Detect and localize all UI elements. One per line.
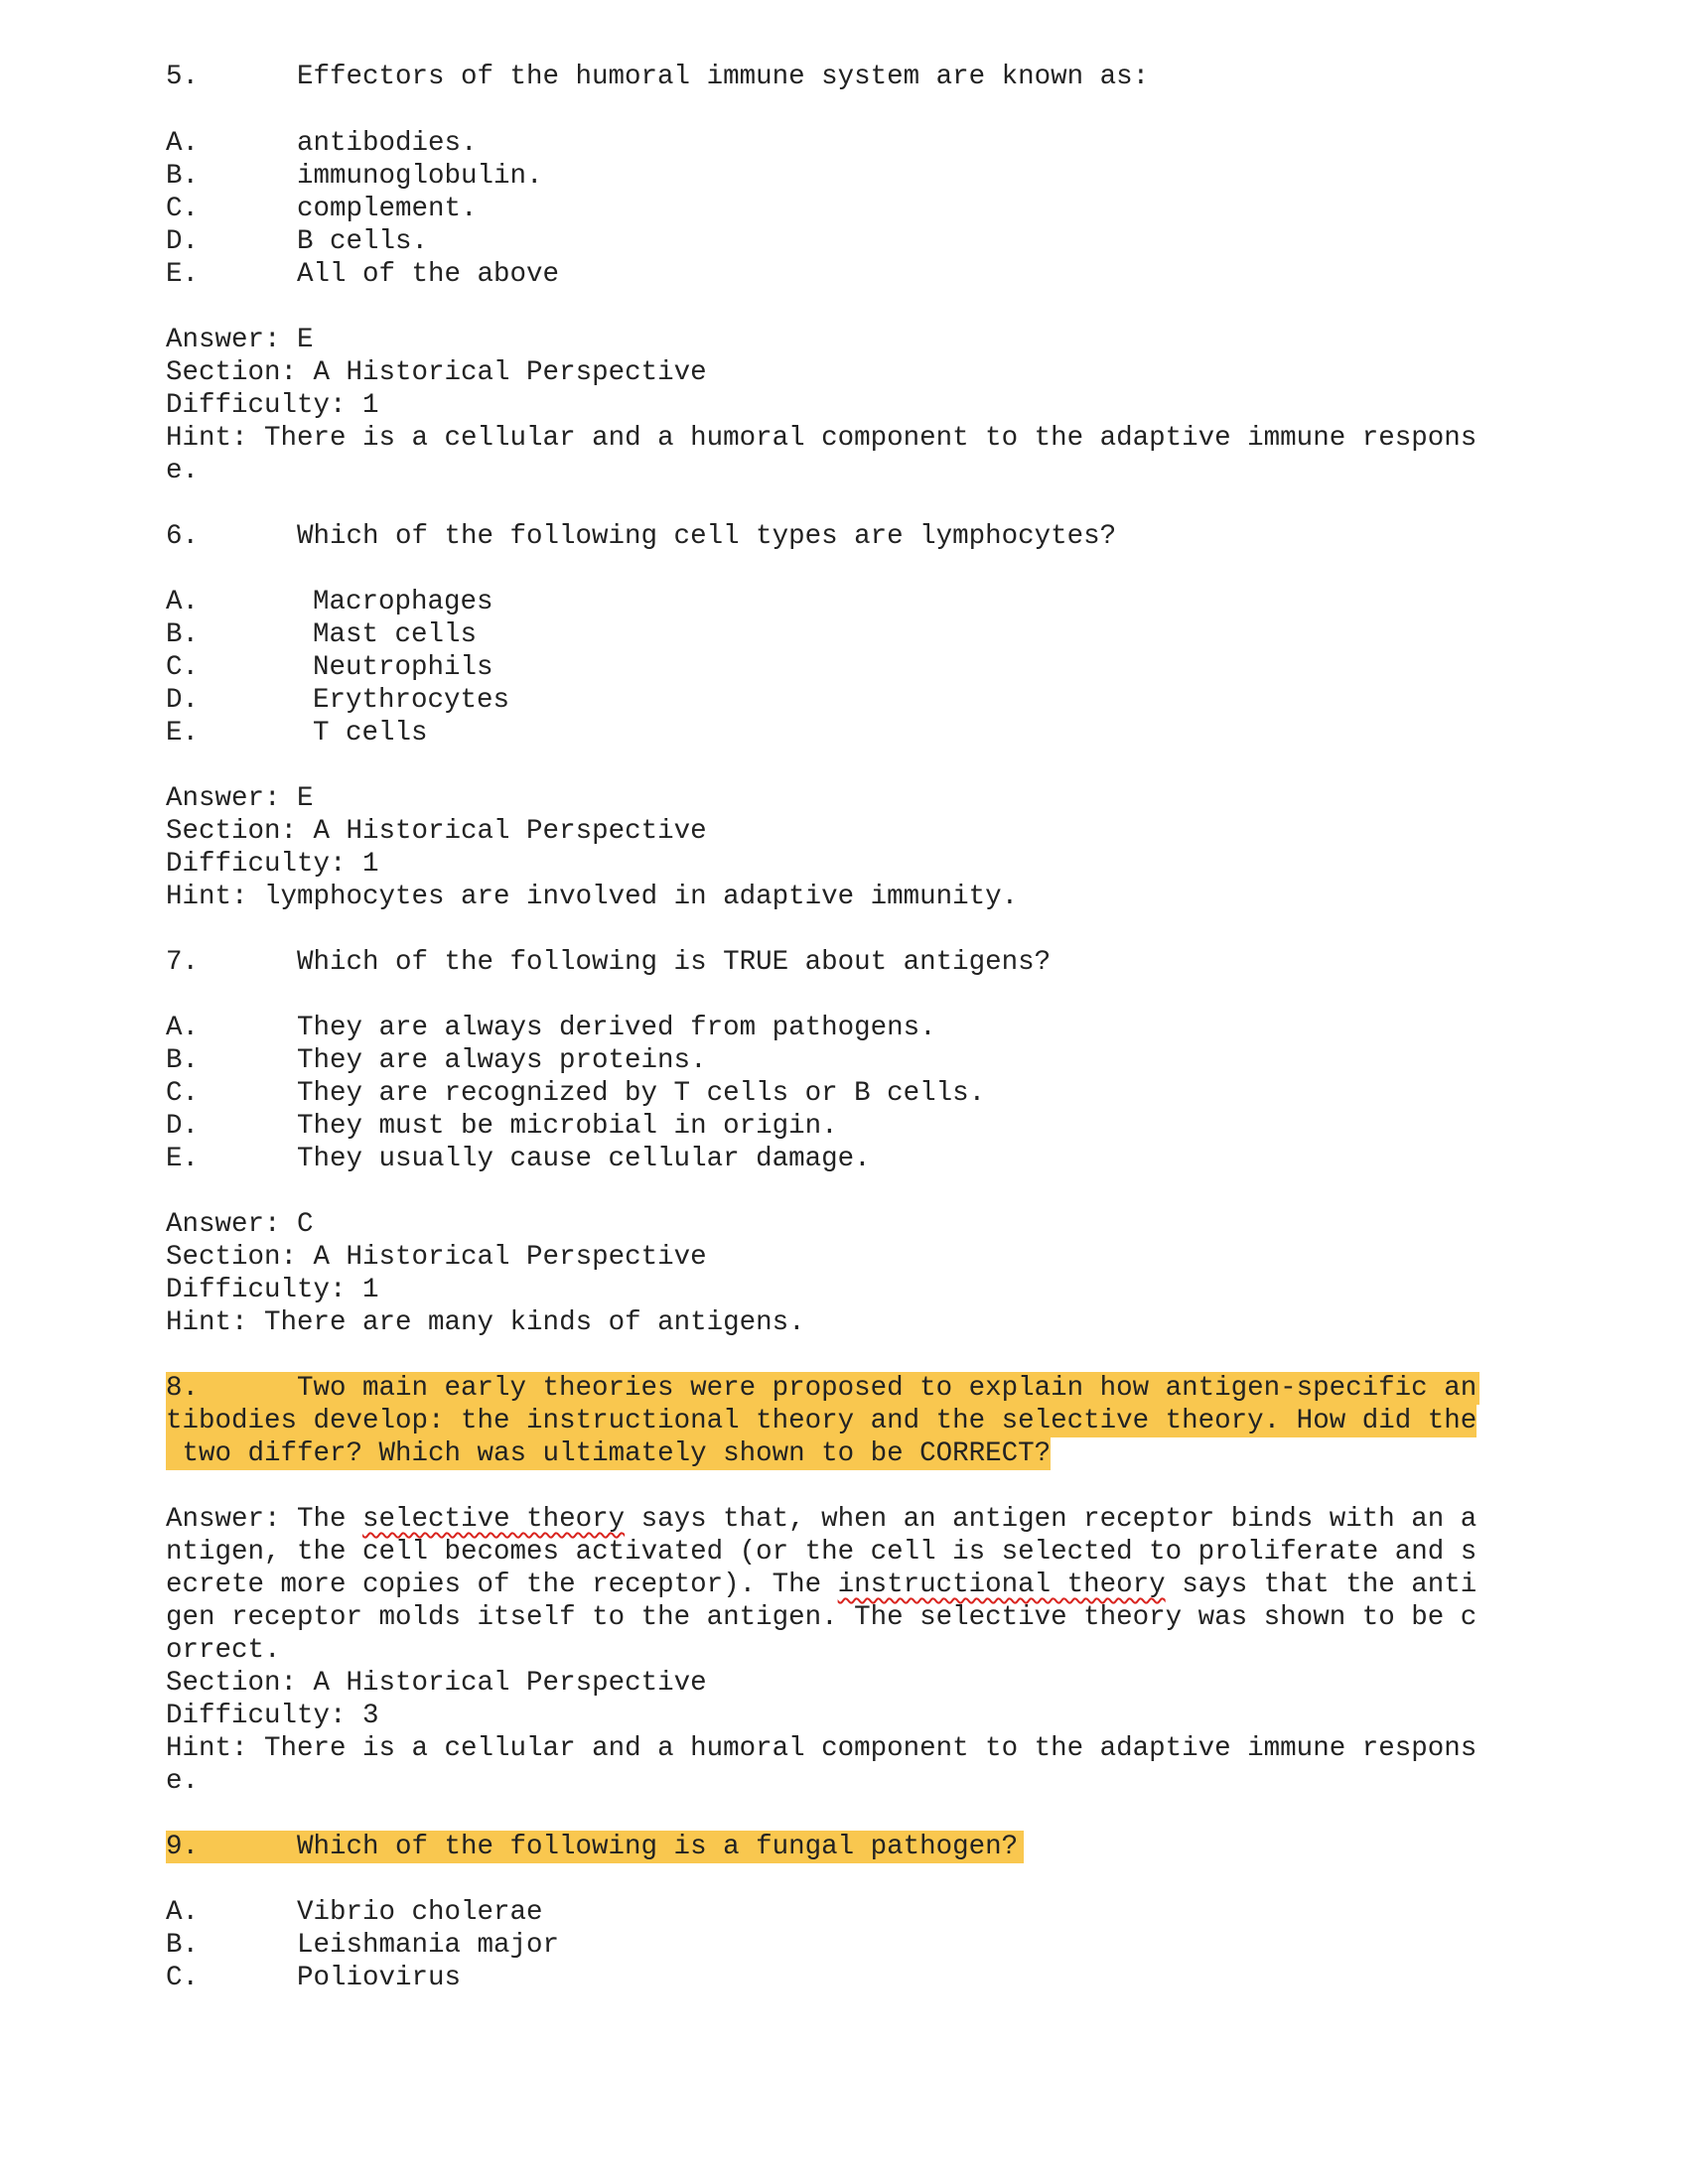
- hint-line: e.: [166, 1766, 200, 1797]
- option-text: antibodies.: [297, 128, 478, 159]
- option-letter: C.: [166, 652, 200, 683]
- question-number: 7.: [166, 947, 200, 978]
- option-text: They usually cause cellular damage.: [297, 1144, 871, 1174]
- option-letter: C.: [166, 194, 200, 224]
- question-number: 5.: [166, 62, 200, 92]
- option-text: complement.: [297, 194, 478, 224]
- option-letter: E.: [166, 1144, 200, 1174]
- question-prompt-line: two differ? Which was ultimately shown to be CORRECT?: [166, 1438, 1052, 1469]
- question-prompt-line: tibodies develop: the instructional theory and the selective theory. How did the: [166, 1406, 1477, 1436]
- option-text: They are always proteins.: [297, 1045, 707, 1076]
- answer-line: Answer: E: [166, 783, 314, 814]
- answer-line: Answer: C: [166, 1209, 314, 1240]
- question-prompt: Effectors of the humoral immune system are known as:: [297, 62, 1150, 92]
- hint-line: e.: [166, 456, 200, 486]
- option-letter: E.: [166, 718, 200, 749]
- question-prompt: Which of the following is a fungal pathogen?: [297, 1832, 1019, 1862]
- question-prompt: Which of the following cell types are lymphocytes?: [297, 521, 1117, 552]
- option-text: Poliovirus: [297, 1963, 462, 1993]
- answer-line: orrect.: [166, 1635, 281, 1666]
- option-letter: A.: [166, 1013, 200, 1043]
- hint-line: Hint: There are many kinds of antigens.: [166, 1307, 805, 1338]
- option-letter: D.: [166, 685, 200, 716]
- option-text: Neutrophils: [313, 652, 493, 683]
- option-letter: B.: [166, 1930, 200, 1961]
- question-prompt-line: Two main early theories were proposed to explain how antigen-specific an: [297, 1373, 1477, 1404]
- option-text: They are always derived from pathogens.: [297, 1013, 936, 1043]
- answer-line: gen receptor molds itself to the antigen. The selective theory was shown to be c: [166, 1602, 1477, 1633]
- option-text: Macrophages: [313, 587, 493, 617]
- section-line: Section: A Historical Perspective: [166, 1668, 707, 1699]
- difficulty-line: Difficulty: 1: [166, 390, 379, 421]
- hint-line: Hint: There is a cellular and a humoral component to the adaptive immune respons: [166, 1733, 1477, 1764]
- option-letter: B.: [166, 161, 200, 192]
- option-letter: D.: [166, 226, 200, 257]
- option-letter: A.: [166, 128, 200, 159]
- option-letter: C.: [166, 1963, 200, 1993]
- option-letter: C.: [166, 1078, 200, 1109]
- answer-text: says that, when an antigen receptor binds with an a: [625, 1504, 1477, 1535]
- option-text: They are recognized by T cells or B cells.: [297, 1078, 986, 1109]
- section-line: Section: A Historical Perspective: [166, 1242, 707, 1273]
- hint-line: Hint: lymphocytes are involved in adaptive immunity.: [166, 882, 1019, 912]
- hint-line: Hint: There is a cellular and a humoral component to the adaptive immune respons: [166, 423, 1477, 454]
- answer-text: says that the anti: [1165, 1570, 1477, 1600]
- question-number: 6.: [166, 521, 200, 552]
- option-letter: D.: [166, 1111, 200, 1142]
- option-text: All of the above: [297, 259, 560, 290]
- option-letter: E.: [166, 259, 200, 290]
- answer-text: ecrete more copies of the receptor). The: [166, 1570, 838, 1600]
- option-letter: A.: [166, 587, 200, 617]
- difficulty-line: Difficulty: 1: [166, 849, 379, 880]
- answer-line: Answer: E: [166, 325, 314, 355]
- option-letter: B.: [166, 619, 200, 650]
- spellcheck-term: selective theory: [362, 1504, 626, 1535]
- difficulty-line: Difficulty: 3: [166, 1701, 379, 1731]
- option-text: B cells.: [297, 226, 429, 257]
- option-text: Mast cells: [313, 619, 478, 650]
- option-text: Leishmania major: [297, 1930, 560, 1961]
- question-number: 8.: [166, 1373, 200, 1404]
- answer-line: [166, 1503, 1477, 1536]
- option-letter: A.: [166, 1897, 200, 1928]
- question-prompt: Which of the following is TRUE about antigens?: [297, 947, 1052, 978]
- answer-text: Answer: The: [166, 1504, 363, 1535]
- question-number: 9.: [166, 1832, 200, 1862]
- option-text: T cells: [313, 718, 428, 749]
- section-line: Section: A Historical Perspective: [166, 357, 707, 388]
- difficulty-line: Difficulty: 1: [166, 1275, 379, 1305]
- option-text: Vibrio cholerae: [297, 1897, 543, 1928]
- option-text: immunoglobulin.: [297, 161, 543, 192]
- answer-line: [166, 1569, 1477, 1601]
- spellcheck-term: instructional theory: [837, 1570, 1166, 1600]
- option-text: Erythrocytes: [313, 685, 510, 716]
- section-line: Section: A Historical Perspective: [166, 816, 707, 847]
- answer-line: ntigen, the cell becomes activated (or the cell is selected to proliferate and s: [166, 1537, 1477, 1568]
- option-text: They must be microbial in origin.: [297, 1111, 838, 1142]
- option-letter: B.: [166, 1045, 200, 1076]
